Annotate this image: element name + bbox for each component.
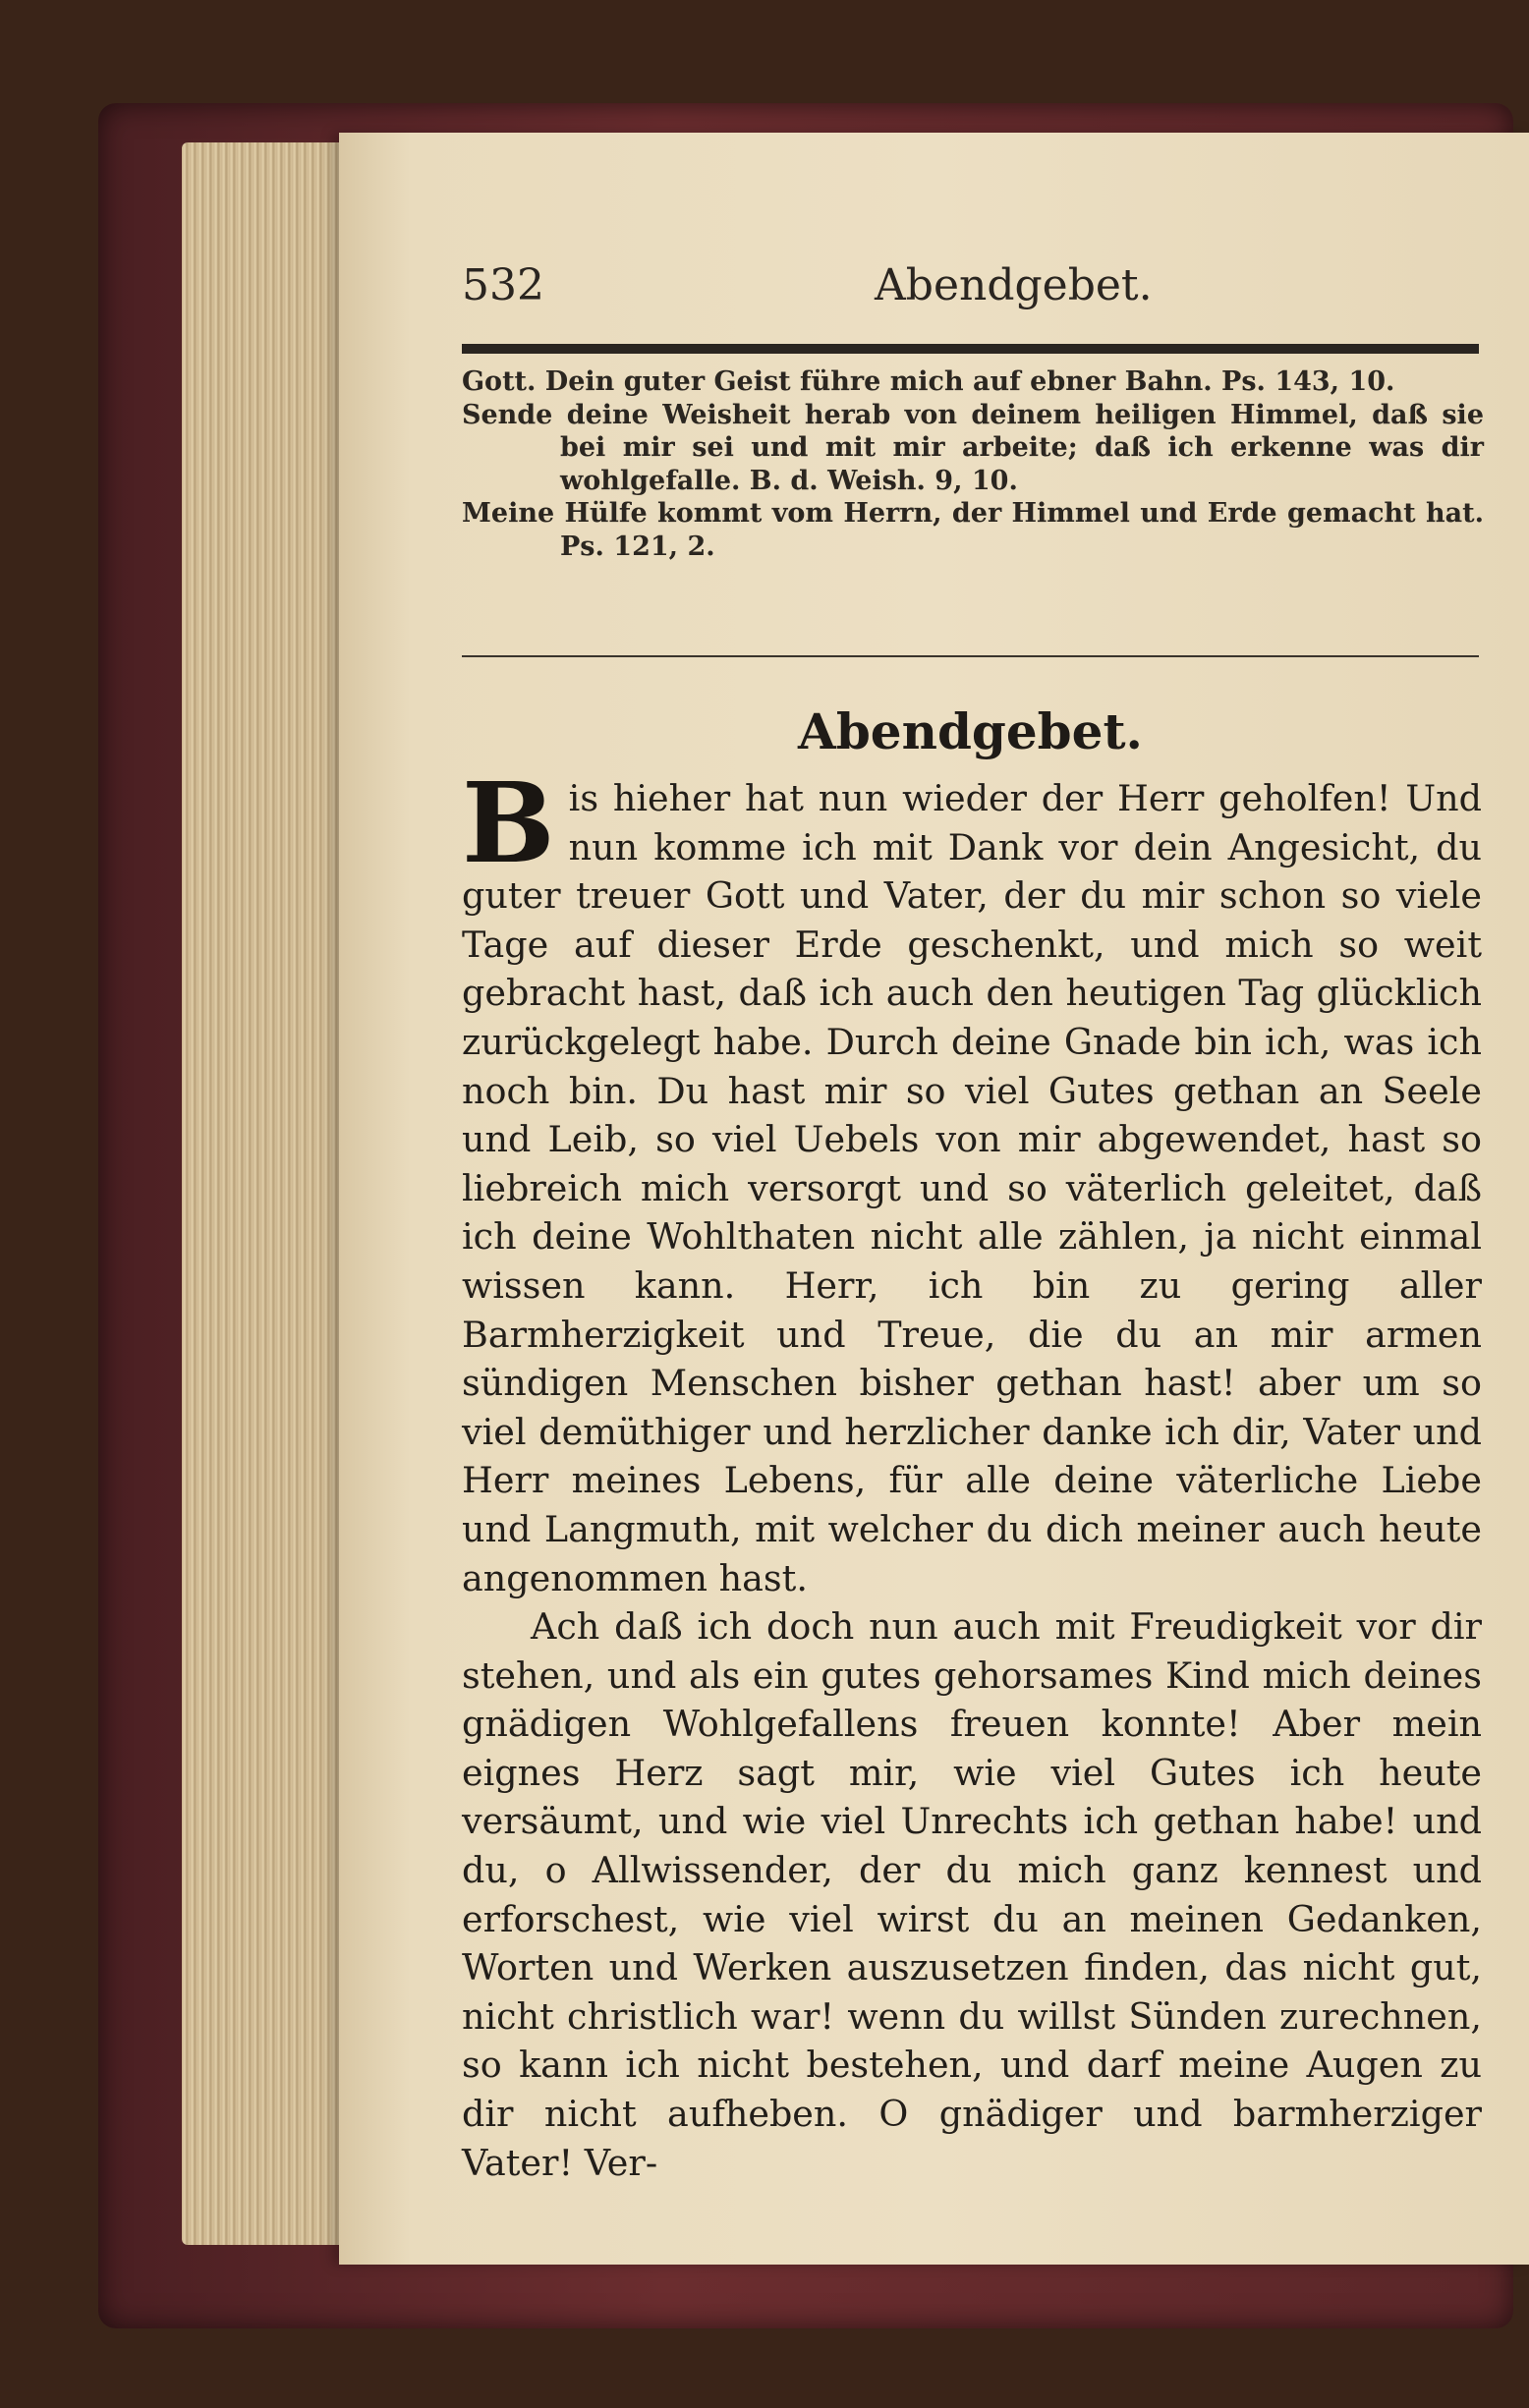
verse: Sende deine Weisheit herab von deinem heiligen Himmel, daß sie bei mir sei und mit mir arbeite; daß ich erkenne was dir wohlgefalle. B. d. Weish. 9, 10. xyxy=(462,399,1484,496)
header-rule xyxy=(462,344,1479,354)
verse: Meine Hülfe kommt vom Herrn, der Himmel und Erde gemacht hat. Ps. 121, 2. xyxy=(462,498,1484,562)
section-title: Abendgebet. xyxy=(798,702,1143,760)
section-divider xyxy=(462,655,1479,657)
prayer-paragraph xyxy=(462,759,1482,1602)
paragraph-text: is hieher hat nun wieder der Herr geholfen! Und nun komme ich mit Dank vor dein Angesicht, du guter treuer Gott und Vater, der du mir schon so viele Tage auf dieser Erde geschenkt, und mich so weit gebracht hast, daß ich auch den heutigen Tag glücklich zurückgelegt habe. Durch deine Gnade bin ich, was ich noch bin. Du hast mir so viel Gutes gethan an Seele und Leib, so viel Uebels von mir abgewendet, hast so liebreich mich versorgt und so väterlich geleitet, daß ich deine Wohlthaten nicht alle zählen, ja nicht einmal wissen kann. Herr, ich bin zu gering aller Barmherzigkeit und Treue, die du an mir armen sündigen Menschen bisher gethan hast! aber um so viel demüthiger und herzlicher danke ich dir, Vater und Herr meines Lebens, für alle deine väterliche Liebe und Langmuth, mit welcher du dich meiner auch heute angenommen hast. xyxy=(462,777,1482,1599)
prayer-text xyxy=(462,759,1482,2187)
running-title: Abendgebet. xyxy=(875,260,1153,310)
page-number: 532 xyxy=(462,260,544,310)
verse: Gott. Dein guter Geist führe mich auf ebner Bahn. Ps. 143, 10. xyxy=(462,366,1395,397)
page-header xyxy=(462,260,1479,319)
prayer-paragraph: Ach daß ich doch nun auch mit Freudigkeit vor dir stehen, und als ein gutes gehorsames Kind mich deines gnädigen Wohlgefallens freuen konnte! Aber mein eignes Herz sagt mir, wie viel Gutes ich heute versäumt, und wie viel Unrechts ich gethan habe! und du, o Allwissender, der du mich ganz kennest und erforschest, wie viel wirst du an meinen Gedanken, Worten und Werken auszusetzen finden, das nicht gut, nicht christlich war! wenn du willst Sünden zurechnen, so kann ich nicht bestehen, und darf meine Augen zu dir nicht aufheben. O gnädiger und barmherziger Vater! Ver- xyxy=(462,1605,1482,2184)
drop-cap: B xyxy=(462,759,555,888)
page-edges xyxy=(182,142,349,2245)
bible-verses xyxy=(462,365,1484,563)
